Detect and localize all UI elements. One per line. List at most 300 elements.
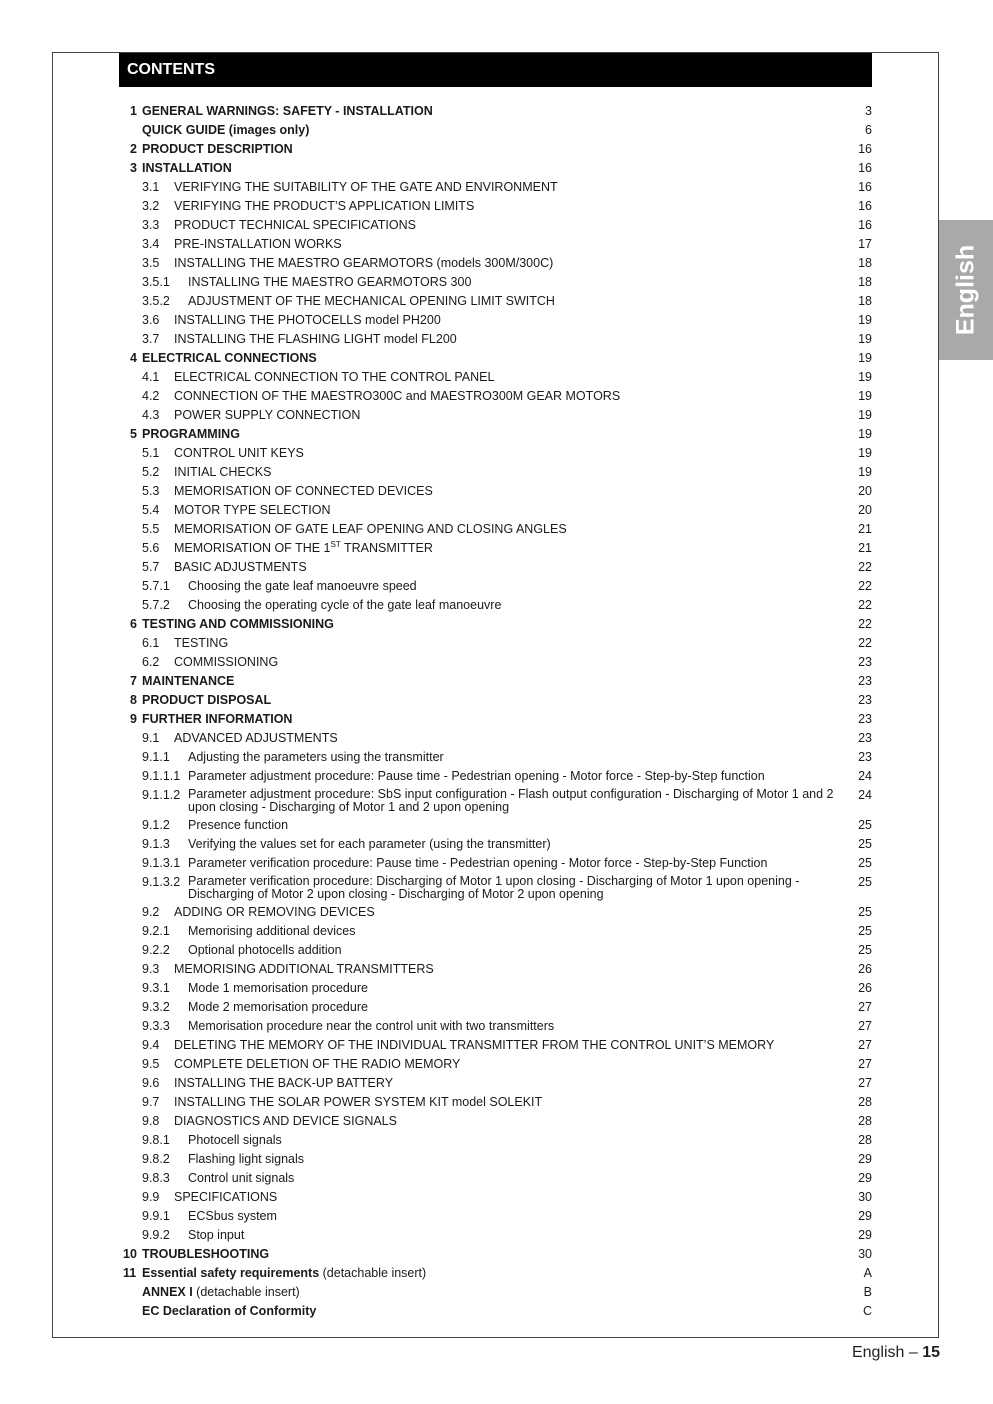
toc-entry-page: 30 — [858, 1190, 872, 1204]
toc-entry[interactable] — [118, 425, 872, 444]
toc-entry-label — [142, 102, 836, 120]
toc-entry-label — [174, 178, 836, 196]
toc-entry-label — [174, 539, 836, 557]
toc-entry-number: 9.1.3 — [142, 837, 170, 851]
toc-entry[interactable] — [118, 653, 872, 672]
toc-entry-title: MOTOR TYPE SELECTION — [174, 503, 331, 517]
toc-entry-label — [188, 596, 836, 614]
toc-entry-title: TESTING AND COMMISSIONING — [142, 617, 334, 631]
toc-entry-label — [188, 816, 836, 834]
toc-entry-number: 9.4 — [142, 1038, 160, 1052]
toc-entry-page: 27 — [858, 1000, 872, 1014]
toc-entry-number: 9.3 — [142, 962, 160, 976]
toc-entry-page: 17 — [858, 237, 872, 251]
language-tab[interactable] — [939, 220, 993, 360]
toc-entry[interactable] — [118, 873, 872, 903]
toc-entry-page: 20 — [858, 484, 872, 498]
toc-entry[interactable] — [118, 1207, 872, 1226]
toc-entry[interactable] — [118, 330, 872, 349]
toc-entry-title: MAINTENANCE — [142, 674, 235, 688]
toc-entry-label — [174, 254, 836, 272]
toc-entry-title: BASIC ADJUSTMENTS — [174, 560, 307, 574]
toc-entry-title: INSTALLING THE MAESTRO GEARMOTORS (models 300M/300C) — [174, 256, 554, 270]
toc-entry[interactable] — [118, 520, 872, 539]
toc-entry-title: Choosing the operating cycle of the gate leaf manoeuvre — [188, 598, 502, 612]
toc-entry-page: 24 — [858, 788, 872, 802]
toc-entry[interactable] — [118, 1055, 872, 1074]
toc-entry-label — [174, 406, 836, 424]
toc-entry-label — [142, 425, 836, 443]
toc-entry-page: 22 — [858, 579, 872, 593]
toc-entry-title: Parameter adjustment procedure: SbS input configuration - Flash output configuration - Discharging of Motor 1 and 2 upon closing - Discharging of Motor 1 and 2 upon opening — [188, 787, 834, 814]
toc-entry-page: 27 — [858, 1076, 872, 1090]
toc-entry[interactable] — [118, 216, 872, 235]
language-tab-label: English — [951, 244, 980, 336]
toc-entry-number: 9.5 — [142, 1057, 160, 1071]
toc-entry-label — [174, 444, 836, 462]
toc-entry-label — [174, 387, 836, 405]
toc-entry-number: 4.2 — [142, 389, 160, 403]
table-of-contents — [118, 102, 872, 1321]
toc-entry-page: 29 — [858, 1171, 872, 1185]
toc-entry-number: 9.1.1 — [142, 750, 170, 764]
toc-entry-label — [188, 767, 836, 785]
toc-entry-label — [142, 1283, 836, 1301]
toc-entry-page: 3 — [865, 104, 872, 118]
toc-entry[interactable] — [118, 903, 872, 922]
toc-entry-title: Photocell signals — [188, 1133, 282, 1147]
toc-entry-number: 9.2.2 — [142, 943, 170, 957]
toc-entry-title: Mode 1 memorisation procedure — [188, 981, 368, 995]
toc-entry-page: 19 — [858, 427, 872, 441]
toc-entry-number: 9.9.2 — [142, 1228, 170, 1242]
toc-entry-number: 9.3.3 — [142, 1019, 170, 1033]
toc-entry-page: 25 — [858, 905, 872, 919]
toc-entry-title: Parameter verification procedure: Discharging of Motor 1 upon closing - Discharging of Motor 1 upon opening - Discharging of Motor 2 upon closing - Discharging of Motor 2 upon opening — [188, 874, 800, 901]
toc-entry[interactable] — [118, 1226, 872, 1245]
toc-entry[interactable] — [118, 1283, 872, 1302]
toc-entry-title: VERIFYING THE PRODUCT’S APPLICATION LIMITS — [174, 199, 475, 213]
contents-title: CONTENTS — [119, 53, 872, 87]
page-footer — [852, 1344, 940, 1362]
toc-entry-label — [142, 672, 836, 690]
toc-entry[interactable] — [118, 1112, 872, 1131]
toc-entry-title: PRODUCT DISPOSAL — [142, 693, 272, 707]
toc-entry-title: Adjusting the parameters using the transmitter — [188, 750, 444, 764]
toc-entry-page: 19 — [858, 332, 872, 346]
toc-entry[interactable] — [118, 998, 872, 1017]
toc-entry-page: 16 — [858, 199, 872, 213]
toc-entry-page: 23 — [858, 655, 872, 669]
toc-entry[interactable] — [118, 1036, 872, 1055]
toc-entry-number: 3.3 — [142, 218, 160, 232]
toc-entry-number: 5.5 — [142, 522, 160, 536]
toc-entry[interactable] — [118, 558, 872, 577]
toc-entry-title: ADVANCED ADJUSTMENTS — [174, 731, 338, 745]
toc-entry-page: 25 — [858, 875, 872, 889]
toc-entry[interactable] — [118, 539, 872, 558]
toc-entry[interactable] — [118, 349, 872, 368]
toc-entry-title: VERIFYING THE SUITABILITY OF THE GATE AND ENVIRONMENT — [174, 180, 558, 194]
toc-entry[interactable] — [118, 387, 872, 406]
toc-entry-number: 4.1 — [142, 370, 160, 384]
toc-entry-title: INSTALLATION — [142, 161, 232, 175]
toc-entry-title: FURTHER INFORMATION — [142, 712, 293, 726]
toc-entry[interactable] — [118, 748, 872, 767]
toc-entry[interactable] — [118, 368, 872, 387]
toc-entry-title: Presence function — [188, 818, 289, 832]
toc-entry[interactable] — [118, 1264, 872, 1283]
toc-entry-page: 19 — [858, 313, 872, 327]
toc-entry-label — [174, 235, 836, 253]
toc-entry-label — [188, 1131, 836, 1149]
toc-entry-label — [188, 922, 836, 940]
toc-entry-page: A — [863, 1266, 872, 1280]
toc-entry-number: 3.5.2 — [142, 294, 170, 308]
toc-entry-number: 10 — [123, 1247, 137, 1261]
toc-entry-label — [188, 273, 836, 291]
toc-entry-title: PRE-INSTALLATION WORKS — [174, 237, 342, 251]
toc-entry-label — [188, 998, 836, 1016]
toc-entry-title: TROUBLESHOOTING — [142, 1247, 270, 1261]
toc-entry[interactable] — [118, 979, 872, 998]
toc-entry-number: 9.1.1.2 — [142, 788, 181, 802]
toc-entry-number: 9.8.3 — [142, 1171, 170, 1185]
toc-entry-page: 18 — [858, 294, 872, 308]
toc-entry-label — [174, 1188, 836, 1206]
toc-entry[interactable] — [118, 615, 872, 634]
toc-entry-page: 22 — [858, 560, 872, 574]
toc-entry-label — [142, 140, 836, 158]
toc-entry-page: 30 — [858, 1247, 872, 1261]
toc-entry-title: EC Declaration of Conformity — [142, 1304, 317, 1318]
toc-entry[interactable] — [118, 596, 872, 615]
toc-entry-label — [188, 1226, 836, 1244]
toc-entry-title: INSTALLING THE PHOTOCELLS model PH200 — [174, 313, 441, 327]
toc-entry-page: 29 — [858, 1152, 872, 1166]
toc-entry-number: 9.1.2 — [142, 818, 170, 832]
toc-entry-label — [188, 292, 836, 310]
toc-entry-page: 20 — [858, 503, 872, 517]
toc-entry-label — [174, 960, 836, 978]
toc-entry-number: 3.5 — [142, 256, 160, 270]
toc-entry-label — [174, 1093, 836, 1111]
toc-entry-title: Stop input — [188, 1228, 245, 1242]
toc-entry-label — [174, 1112, 836, 1130]
toc-entry[interactable] — [118, 672, 872, 691]
toc-entry-page: 16 — [858, 142, 872, 156]
toc-entry-title: ECSbus system — [188, 1209, 277, 1223]
toc-entry-page: 27 — [858, 1038, 872, 1052]
toc-entry-page: 19 — [858, 408, 872, 422]
toc-entry-number: 3 — [130, 161, 137, 175]
toc-entry-label — [188, 577, 836, 595]
toc-entry[interactable] — [118, 1017, 872, 1036]
toc-entry-page: C — [862, 1304, 872, 1318]
toc-entry-title: GENERAL WARNINGS: SAFETY - INSTALLATION — [142, 104, 433, 118]
toc-entry-number: 3.6 — [142, 313, 160, 327]
toc-entry[interactable] — [118, 254, 872, 273]
toc-entry[interactable] — [118, 482, 872, 501]
toc-entry-label — [188, 1169, 836, 1187]
toc-entry-number: 4 — [130, 351, 137, 365]
toc-entry-label — [174, 501, 836, 519]
toc-entry-title: TESTING — [174, 636, 229, 650]
toc-entry-label — [174, 482, 836, 500]
toc-entry-page: 16 — [858, 161, 872, 175]
toc-entry-title: DELETING THE MEMORY OF THE INDIVIDUAL TRANSMITTER FROM THE CONTROL UNIT’S MEMORY — [174, 1038, 775, 1052]
toc-entry-title: Optional photocells addition — [188, 943, 342, 957]
toc-entry-title: ELECTRICAL CONNECTIONS — [142, 351, 317, 365]
toc-entry-number: 5.3 — [142, 484, 160, 498]
toc-entry[interactable] — [118, 691, 872, 710]
toc-entry-title: MEMORISATION OF GATE LEAF OPENING AND CLOSING ANGLES — [174, 522, 567, 536]
toc-entry-page: 22 — [858, 598, 872, 612]
toc-entry-label — [174, 520, 836, 538]
toc-entry-number: 3.4 — [142, 237, 160, 251]
toc-entry-title: INSTALLING THE SOLAR POWER SYSTEM KIT model SOLEKIT — [174, 1095, 543, 1109]
toc-entry-page: 28 — [858, 1114, 872, 1128]
toc-entry-page: 6 — [865, 123, 872, 137]
toc-entry[interactable] — [118, 767, 872, 786]
toc-entry-number: 1 — [130, 104, 137, 118]
toc-entry-label — [142, 691, 836, 709]
toc-entry-page: 23 — [858, 712, 872, 726]
toc-entry-label — [142, 1302, 836, 1320]
toc-entry-page: 23 — [858, 750, 872, 764]
toc-entry-number: 5.4 — [142, 503, 160, 517]
toc-entry-page: 19 — [858, 351, 872, 365]
toc-entry[interactable] — [118, 1245, 872, 1264]
toc-entry[interactable] — [118, 197, 872, 216]
toc-entry-label — [188, 979, 836, 997]
toc-entry-label — [174, 311, 836, 329]
toc-entry-label — [174, 463, 836, 481]
toc-entry[interactable] — [118, 1131, 872, 1150]
toc-entry-title: PROGRAMMING — [142, 427, 240, 441]
toc-entry-page: 23 — [858, 674, 872, 688]
toc-entry-label — [142, 159, 836, 177]
toc-entry-page: 26 — [858, 962, 872, 976]
toc-entry-title: POWER SUPPLY CONNECTION — [174, 408, 361, 422]
toc-entry-page: 19 — [858, 465, 872, 479]
toc-entry[interactable] — [118, 273, 872, 292]
toc-entry-number: 5.2 — [142, 465, 160, 479]
toc-entry-number: 9.7 — [142, 1095, 160, 1109]
toc-entry-number: 9.8.2 — [142, 1152, 170, 1166]
toc-entry-title: Parameter verification procedure: Pause time - Pedestrian opening - Motor force - Step-by-Step Function — [188, 856, 768, 870]
toc-entry-number: 3.1 — [142, 180, 160, 194]
toc-entry-label — [142, 121, 836, 139]
toc-entry-number: 5.7.1 — [142, 579, 170, 593]
toc-entry[interactable] — [118, 1093, 872, 1112]
toc-entry-label — [188, 875, 836, 900]
toc-entry-page: 27 — [858, 1057, 872, 1071]
toc-entry-number: 9.1 — [142, 731, 160, 745]
toc-entry[interactable] — [118, 835, 872, 854]
toc-entry[interactable] — [118, 121, 872, 140]
toc-entry-page: 23 — [858, 731, 872, 745]
toc-entry-page: 23 — [858, 693, 872, 707]
toc-entry-label — [174, 197, 836, 215]
toc-entry[interactable] — [118, 634, 872, 653]
toc-entry-label — [188, 835, 836, 853]
toc-entry-number: 9 — [130, 712, 137, 726]
toc-entry-title: CONTROL UNIT KEYS — [174, 446, 304, 460]
toc-entry-page: 25 — [858, 856, 872, 870]
toc-entry-title: DIAGNOSTICS AND DEVICE SIGNALS — [174, 1114, 397, 1128]
toc-entry-page: 28 — [858, 1133, 872, 1147]
toc-entry-label — [188, 1207, 836, 1225]
toc-entry-title: ANNEX I — [142, 1285, 193, 1299]
toc-entry-title: PRODUCT TECHNICAL SPECIFICATIONS — [174, 218, 416, 232]
toc-entry[interactable] — [118, 854, 872, 873]
toc-entry-number: 9.2 — [142, 905, 160, 919]
toc-entry-title: Verifying the values set for each parameter (using the transmitter) — [188, 837, 551, 851]
toc-entry-title: INSTALLING THE BACK-UP BATTERY — [174, 1076, 394, 1090]
toc-entry-number: 5.1 — [142, 446, 160, 460]
toc-entry-label — [142, 615, 836, 633]
toc-entry-page: 28 — [858, 1095, 872, 1109]
toc-entry-label — [174, 1074, 836, 1092]
toc-entry-title: INSTALLING THE MAESTRO GEARMOTORS 300 — [188, 275, 472, 289]
toc-entry[interactable] — [118, 1074, 872, 1093]
toc-entry[interactable] — [118, 178, 872, 197]
toc-entry-number: 8 — [130, 693, 137, 707]
toc-entry-page: 18 — [858, 275, 872, 289]
toc-entry-label — [188, 748, 836, 766]
toc-entry-number: 3.7 — [142, 332, 160, 346]
toc-entry-label — [174, 1055, 836, 1073]
toc-entry-title: MEMORISING ADDITIONAL TRANSMITTERS — [174, 962, 434, 976]
toc-entry-label — [174, 634, 836, 652]
toc-entry[interactable] — [118, 1169, 872, 1188]
toc-entry-label — [174, 368, 836, 386]
toc-entry[interactable] — [118, 463, 872, 482]
toc-entry-label — [174, 216, 836, 234]
toc-entry-title: COMMISSIONING — [174, 655, 279, 669]
toc-entry-number: 9.1.3.1 — [142, 856, 181, 870]
toc-entry-number: 9.8.1 — [142, 1133, 170, 1147]
toc-entry-number: 9.8 — [142, 1114, 160, 1128]
toc-entry-number: 6 — [130, 617, 137, 631]
toc-entry-page: 19 — [858, 446, 872, 460]
toc-entry[interactable] — [118, 235, 872, 254]
toc-entry-page: 16 — [858, 218, 872, 232]
toc-entry-number: 3.2 — [142, 199, 160, 213]
toc-entry-page: 25 — [858, 818, 872, 832]
toc-entry-label — [174, 653, 836, 671]
toc-entry[interactable] — [118, 292, 872, 311]
toc-entry-label — [142, 710, 836, 728]
toc-entry[interactable] — [118, 960, 872, 979]
toc-entry-page: 22 — [858, 636, 872, 650]
toc-entry-title: Mode 2 memorisation procedure — [188, 1000, 368, 1014]
toc-entry-number: 9.2.1 — [142, 924, 170, 938]
toc-entry-number: 5 — [130, 427, 137, 441]
toc-entry[interactable] — [118, 159, 872, 178]
toc-entry[interactable] — [118, 1302, 872, 1321]
toc-entry-number: 11 — [123, 1266, 137, 1280]
toc-entry-label — [188, 1017, 836, 1035]
toc-entry-number: 9.6 — [142, 1076, 160, 1090]
toc-entry-note: TRANSMITTER — [340, 541, 433, 555]
toc-entry-page: 25 — [858, 924, 872, 938]
toc-entry[interactable] — [118, 816, 872, 835]
toc-entry-title: Memorisation procedure near the control unit with two transmitters — [188, 1019, 555, 1033]
page-number: 15 — [922, 1344, 940, 1361]
toc-entry-title: CONNECTION OF THE MAESTRO300C and MAESTRO300M GEAR MOTORS — [174, 389, 621, 403]
toc-entry[interactable] — [118, 406, 872, 425]
toc-entry-label — [142, 349, 836, 367]
toc-entry-title: PRODUCT DESCRIPTION — [142, 142, 293, 156]
toc-entry-label — [188, 854, 836, 872]
toc-entry-title: QUICK GUIDE (images only) — [142, 123, 310, 137]
toc-entry-title: Parameter adjustment procedure: Pause time - Pedestrian opening - Motor force - Step-by-Step function — [188, 769, 765, 783]
toc-entry-page: 29 — [858, 1209, 872, 1223]
toc-entry[interactable] — [118, 941, 872, 960]
toc-entry-page: 18 — [858, 256, 872, 270]
toc-entry-number: 9.9 — [142, 1190, 160, 1204]
toc-entry-title: Essential safety requirements — [142, 1266, 320, 1280]
toc-entry-page: 21 — [858, 541, 872, 555]
toc-entry-number: 3.5.1 — [142, 275, 170, 289]
toc-entry-page: 27 — [858, 1019, 872, 1033]
toc-entry-page: 25 — [858, 837, 872, 851]
toc-entry-page: 16 — [858, 180, 872, 194]
toc-entry-page: 21 — [858, 522, 872, 536]
toc-entry-title: Choosing the gate leaf manoeuvre speed — [188, 579, 417, 593]
toc-entry-title: INSTALLING THE FLASHING LIGHT model FL200 — [174, 332, 457, 346]
toc-entry[interactable] — [118, 501, 872, 520]
toc-entry-number: 6.1 — [142, 636, 160, 650]
toc-entry[interactable] — [118, 311, 872, 330]
toc-entry-number: 9.1.3.2 — [142, 875, 181, 889]
toc-entry-note: (detachable insert) — [319, 1266, 427, 1280]
toc-entry-page: 25 — [858, 943, 872, 957]
toc-entry[interactable] — [118, 102, 872, 121]
toc-entry-title: Control unit signals — [188, 1171, 295, 1185]
toc-entry-label — [174, 1036, 836, 1054]
toc-entry-title: MEMORISATION OF CONNECTED DEVICES — [174, 484, 433, 498]
toc-entry-number: 2 — [130, 142, 137, 156]
toc-entry-title: ADDING OR REMOVING DEVICES — [174, 905, 375, 919]
toc-entry-title: Memorising additional devices — [188, 924, 356, 938]
toc-entry-number: 7 — [130, 674, 137, 688]
toc-entry[interactable] — [118, 729, 872, 748]
toc-entry-title: ADJUSTMENT OF THE MECHANICAL OPENING LIMIT SWITCH — [188, 294, 555, 308]
toc-entry-number: 9.1.1.1 — [142, 769, 181, 783]
toc-entry-page: 24 — [858, 769, 872, 783]
toc-entry[interactable] — [118, 1188, 872, 1207]
toc-entry[interactable] — [118, 922, 872, 941]
toc-entry[interactable] — [118, 140, 872, 159]
toc-entry-title: ELECTRICAL CONNECTION TO THE CONTROL PANEL — [174, 370, 495, 384]
toc-entry-page: 26 — [858, 981, 872, 995]
toc-entry-number: 5.7 — [142, 560, 160, 574]
toc-entry-note: (detachable insert) — [192, 1285, 300, 1299]
toc-entry-label — [174, 729, 836, 747]
toc-entry-label — [188, 788, 836, 813]
toc-entry[interactable] — [118, 710, 872, 729]
toc-entry-number: 5.6 — [142, 541, 160, 555]
toc-entry[interactable] — [118, 444, 872, 463]
toc-entry[interactable] — [118, 577, 872, 596]
toc-entry[interactable] — [118, 786, 872, 816]
toc-entry[interactable] — [118, 1150, 872, 1169]
toc-entry-page: B — [863, 1285, 872, 1299]
toc-entry-label — [188, 941, 836, 959]
